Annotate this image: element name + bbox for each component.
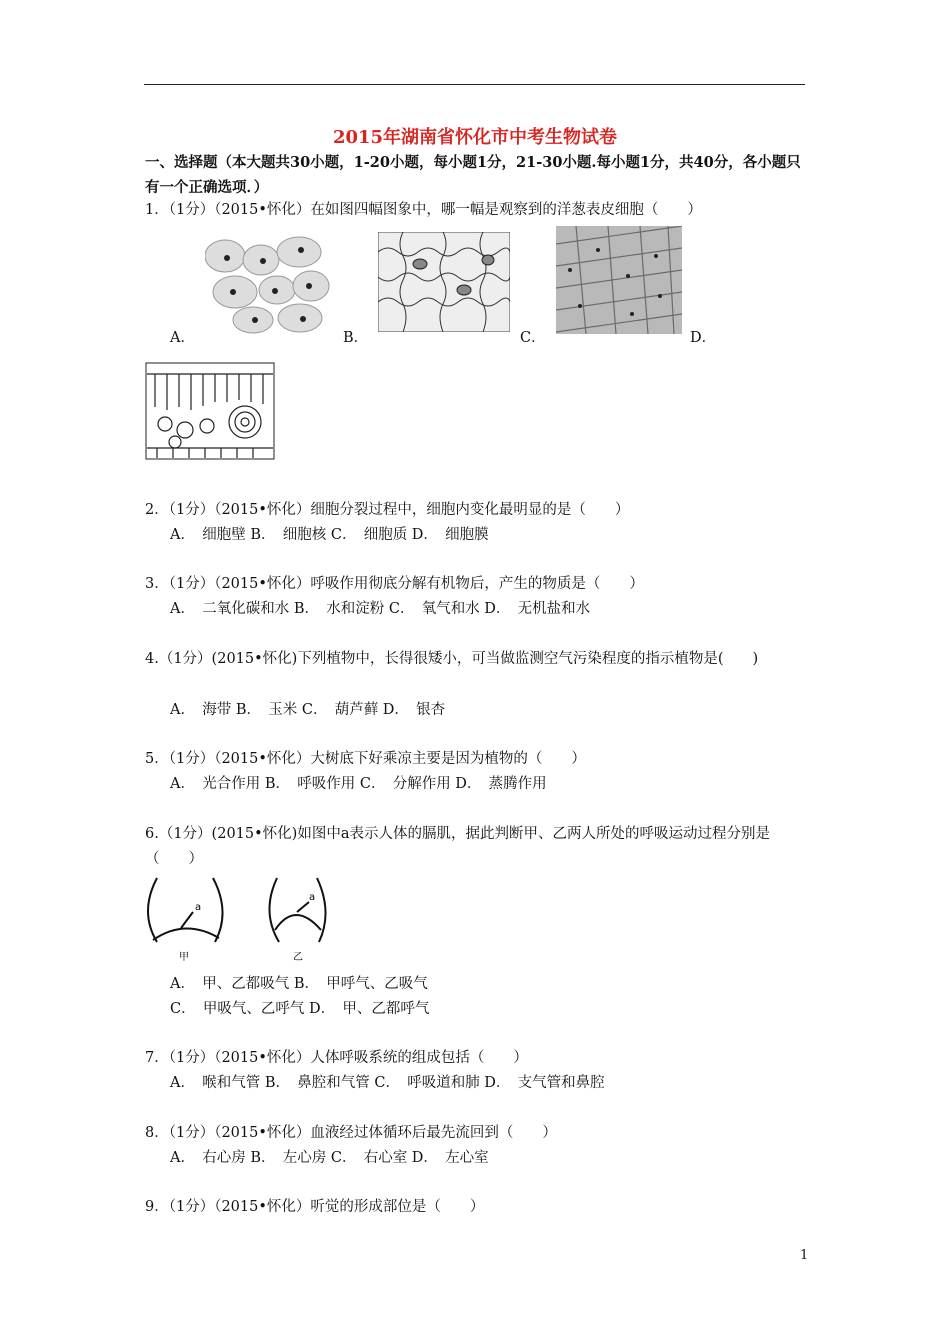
section-heading: 一、选择题（本大题共30小题，1-20小题，每小题1分，21-30小题.每小题1分，共40分，各小题只有一个正确选项．） — [145, 154, 801, 196]
question-1-label-c: C． — [520, 330, 546, 346]
label-yi: 乙 — [293, 952, 303, 963]
question-9-stem: 9．（1分）（2015•怀化）听觉的形成部位是（ ） — [145, 1199, 485, 1215]
question-6-options-line2: C． 甲吸气、乙呼气 D． 甲、乙都呼气 — [170, 1001, 430, 1017]
figure-thorax-diaphragm — [145, 872, 345, 964]
question-8-options: A． 右心房 B． 左心房 C． 右心室 D． 左心室 — [170, 1150, 489, 1166]
page-title: 2015年湖南省怀化市中考生物试卷 — [332, 127, 618, 148]
page-number: 1 — [800, 1248, 809, 1263]
header-rule — [144, 84, 805, 85]
question-8-stem: 8．（1分）（2015•怀化）血液经过体循环后最先流回到（ ） — [145, 1125, 557, 1141]
figure-leaf-cross-section — [145, 362, 275, 460]
figure-onion-epidermis — [556, 226, 682, 334]
question-1-label-d: D． — [690, 330, 717, 346]
label-jia: 甲 — [179, 952, 189, 963]
question-3-options: A． 二氧化碳和水 B． 水和淀粉 C． 氧气和水 D． 无机盐和水 — [170, 601, 591, 617]
figure-leaf-epidermis — [378, 232, 510, 332]
question-5-options: A． 光合作用 B． 呼吸作用 C． 分解作用 D． 蒸腾作用 — [170, 776, 547, 792]
question-7-options: A． 喉和气管 B． 鼻腔和气管 C． 呼吸道和肺 D． 支气管和鼻腔 — [170, 1075, 605, 1091]
question-1-label-a: A． — [170, 330, 195, 346]
question-6-stem: 6.（1分）(2015•怀化)如图中a表示人体的膈肌，据此判断甲、乙两人所处的呼吸运动过程分别是（ ） — [145, 826, 770, 867]
question-2-stem: 2．（1分）（2015•怀化）细胞分裂过程中，细胞内变化最明显的是（ ） — [145, 502, 630, 518]
question-4-options: A． 海带 B． 玉米 C． 葫芦藓 D． 银杏 — [170, 702, 446, 718]
question-1-label-b: B． — [343, 330, 369, 346]
question-3-stem: 3．（1分）（2015•怀化）呼吸作用彻底分解有机物后，产生的物质是（ ） — [145, 576, 644, 592]
label-a-right: a — [309, 892, 316, 903]
figure-animal-cells — [205, 234, 335, 334]
question-2-options: A． 细胞壁 B． 细胞核 C． 细胞质 D． 细胞膜 — [170, 527, 489, 543]
question-1-stem: 1．（1分）（2015•怀化）在如图四幅图象中，哪一幅是观察到的洋葱表皮细胞（ ） — [145, 202, 702, 218]
label-a-left: a — [195, 902, 202, 913]
question-5-stem: 5．（1分）（2015•怀化）大树底下好乘凉主要是因为植物的（ ） — [145, 751, 586, 767]
question-7-stem: 7．（1分）（2015•怀化）人体呼吸系统的组成包括（ ） — [145, 1050, 528, 1066]
question-4-stem: 4.（1分）(2015•怀化)下列植物中，长得很矮小，可当做监测空气污染程度的指示植物是( ) — [145, 651, 759, 667]
question-6-options-line1: A． 甲、乙都吸气 B． 甲呼气、乙吸气 — [170, 976, 428, 992]
